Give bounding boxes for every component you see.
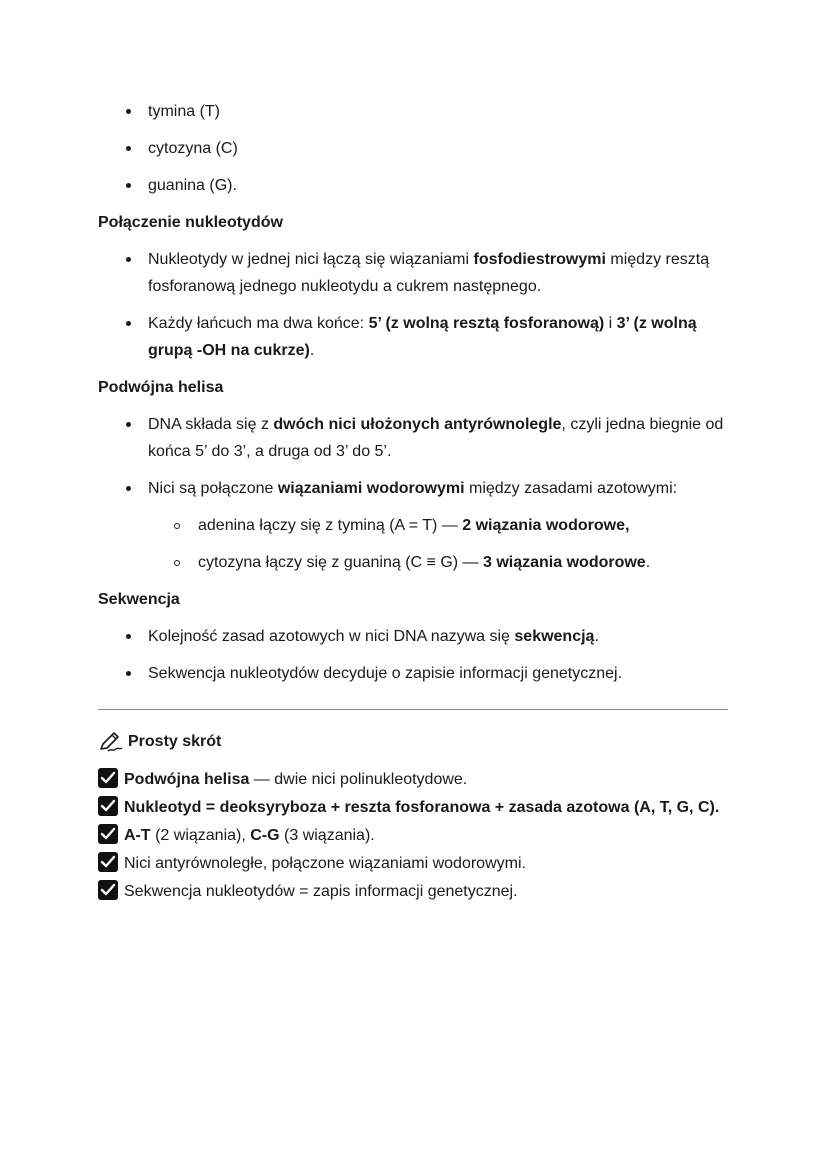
bases-list (98, 98, 738, 199)
summary-line: A-T (2 wiązania), C-G (3 wiązania). (98, 822, 738, 850)
checkmark-icon (98, 852, 118, 872)
summary-line: Podwójna helisa — dwie nici polinukleotydowe. (98, 766, 738, 794)
summary-line: Sekwencja nukleotydów = zapis informacji genetycznej. (98, 878, 738, 906)
helix-list (98, 411, 738, 576)
list-item: Nici są połączone wiązaniami wodorowymi między zasadami azotowymi: adenina łączy się z tyminą (A = T) — 2 wiązania wodorowe, cytozyna łączy się z guaniną (C ≡ G) — 3 wiązania wodorowe. (98, 475, 738, 576)
summary-title: Prosty skrót (128, 733, 222, 750)
checkmark-icon (98, 880, 118, 900)
list-item: Każdy łańcuch ma dwa końce: 5’ (z wolną resztą fosforanową) i 3’ (z wolną grupą -OH na cukrze). (98, 310, 738, 364)
section-heading-double-helix: Podwójna helisa (98, 379, 224, 396)
pencil-writing-icon (98, 731, 124, 753)
list-item: DNA składa się z dwóch nici ułożonych antyrównolegle, czyli jedna biegnie od końca 5’ do 3’, a druga od 3’ do 5’. (98, 411, 738, 465)
list-item: Nukleotydy w jednej nici łączą się wiązaniami fosfodiestrowymi między resztą fosforanową jednego nukleotydu a cukrem następnego. (98, 246, 738, 300)
section-heading-nucleotide-bonding: Połączenie nukleotydów (98, 214, 283, 231)
sublist-item: adenina łączy się z tyminą (A = T) — 2 wiązania wodorowe, (98, 512, 738, 539)
summary-line: Nukleotyd = deoksyryboza + reszta fosforanowa + zasada azotowa (A, T, G, C). (98, 794, 738, 822)
list-item: Kolejność zasad azotowych w nici DNA nazywa się sekwencją. (98, 623, 738, 650)
list-item: cytozyna (C) (98, 135, 738, 162)
document-content (98, 98, 738, 906)
list-item: guanina (G). (98, 172, 738, 199)
list-item: tymina (T) (98, 98, 738, 125)
checkmark-icon (98, 824, 118, 844)
bonding-list (98, 246, 738, 364)
horizontal-divider (98, 709, 728, 710)
checkmark-icon (98, 768, 118, 788)
summary-heading (98, 728, 738, 756)
sublist-item: cytozyna łączy się z guaniną (C ≡ G) — 3 wiązania wodorowe. (98, 549, 738, 576)
checkmark-icon (98, 796, 118, 816)
section-heading-sequence: Sekwencja (98, 591, 180, 608)
hydrogen-bonds-sublist (148, 512, 738, 576)
sequence-list (98, 623, 738, 687)
summary-line: Nici antyrównoległe, połączone wiązaniami wodorowymi. (98, 850, 738, 878)
list-item: Sekwencja nukleotydów decyduje o zapisie informacji genetycznej. (98, 660, 738, 687)
